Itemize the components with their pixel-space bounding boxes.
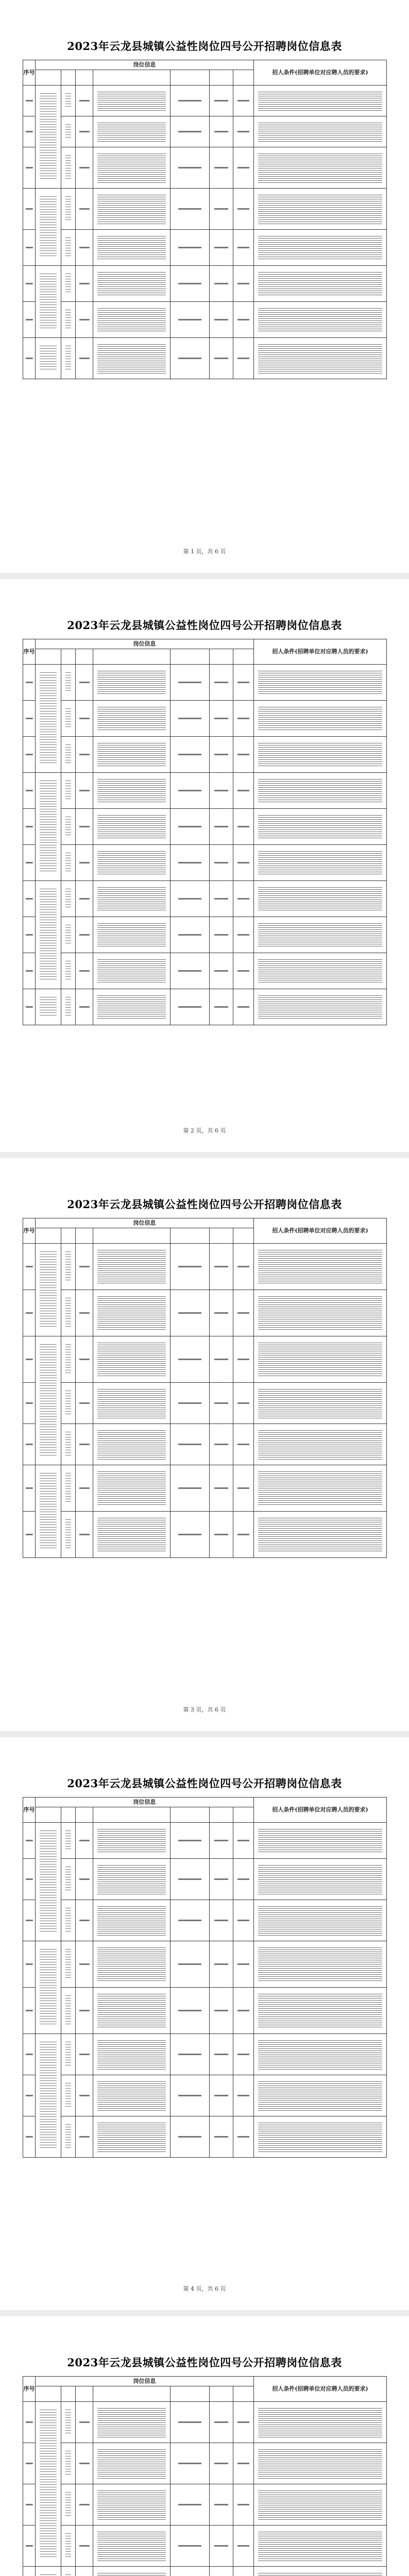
document-page-1 [0, 0, 409, 573]
document-page-2 [0, 579, 409, 1152]
header-seq: 序号 [23, 60, 36, 86]
header-seq: 序号 [23, 639, 36, 665]
page-number: 第 1 页，共 6 页 [183, 548, 226, 555]
recruitment-table [23, 639, 387, 1025]
page-title: 2023年云龙县城镇公益性岗位四号公开招聘岗位信息表 [67, 1777, 342, 1790]
recruitment-table [23, 1218, 387, 1558]
page-title: 2023年云龙县城镇公益性岗位四号公开招聘岗位信息表 [67, 2356, 342, 2369]
document-page-5 [0, 2316, 409, 2576]
header-position-info: 岗位信息 [36, 2377, 254, 2386]
header-requirements: 招人条件(招聘单位对应聘人员的要求) [254, 1218, 387, 1244]
page-number: 第 4 页，共 6 页 [183, 2285, 226, 2292]
header-seq: 序号 [23, 1218, 36, 1244]
header-requirements: 招人条件(招聘单位对应聘人员的要求) [254, 639, 387, 665]
header-requirements: 招人条件(招聘单位对应聘人员的要求) [254, 1798, 387, 1823]
header-position-info: 岗位信息 [36, 60, 254, 70]
header-seq: 序号 [23, 2377, 36, 2402]
header-seq: 序号 [23, 1798, 36, 1823]
header-position-info: 岗位信息 [36, 1798, 254, 1807]
header-requirements: 招人条件(招聘单位对应聘人员的要求) [254, 60, 387, 86]
header-position-info: 岗位信息 [36, 639, 254, 649]
document-page-3 [0, 1158, 409, 1731]
page-number: 第 2 页，共 6 页 [183, 1127, 226, 1134]
header-position-info: 岗位信息 [36, 1218, 254, 1228]
recruitment-table [23, 1797, 387, 2158]
document-page-4 [0, 1737, 409, 2310]
page-title: 2023年云龙县城镇公益性岗位四号公开招聘岗位信息表 [67, 40, 342, 53]
page-title: 2023年云龙县城镇公益性岗位四号公开招聘岗位信息表 [67, 1198, 342, 1211]
page-title: 2023年云龙县城镇公益性岗位四号公开招聘岗位信息表 [67, 619, 342, 632]
page-number: 第 3 页，共 6 页 [183, 1706, 226, 1713]
recruitment-table [23, 2376, 387, 2576]
header-requirements: 招人条件(招聘单位对应聘人员的要求) [254, 2377, 387, 2402]
recruitment-table [23, 60, 387, 379]
